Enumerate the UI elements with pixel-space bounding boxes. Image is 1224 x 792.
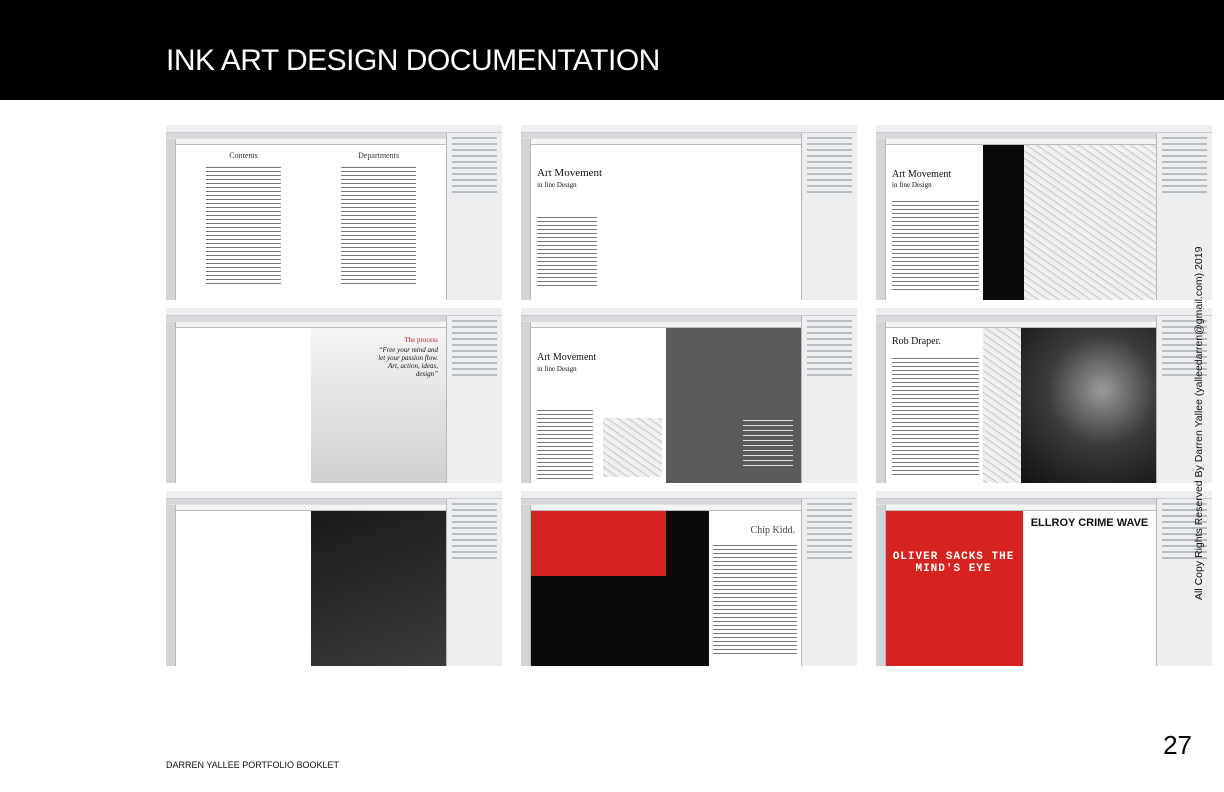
process-quote: “Free your mind and let your passion flow. Art, action, ideas, design” — [378, 346, 438, 378]
art-movement-heading: Art Movement — [537, 167, 603, 179]
header-bar — [0, 0, 1224, 100]
rob-draper-heading: Rob Draper. — [892, 336, 941, 347]
spread-screenshot-contents — [166, 125, 502, 300]
page-number: 27 — [1163, 730, 1192, 760]
spread-screenshot-lettering — [166, 491, 502, 666]
cover-title-right: ELLROY CRIME WAVE — [1030, 517, 1149, 529]
cover-title-left: OLIVER SACKS THE MIND'S EYE — [892, 551, 1015, 575]
spread-screenshot-tools: Art Movement in fine Design — [521, 308, 857, 483]
spread-screenshot-chip-kidd — [521, 491, 857, 666]
copyright-note: All Copy Rights Reserved By Darren Yallee (yalleedarren@gmail.com) 2019 — [1193, 246, 1205, 600]
footer-text: DARREN YALLEE PORTFOLIO BOOKLET — [166, 760, 340, 770]
chip-kidd-heading: Chip Kidd. — [750, 525, 795, 536]
spread-screenshot-origin: Art Movement in fine Design — [876, 125, 1212, 300]
departments-heading: Departments — [358, 151, 399, 160]
spread-screenshot-process: The process “Free your mind and let your passion flow. Art, action, ideas, design” — [166, 308, 502, 483]
spread-screenshot-rob-draper — [876, 308, 1212, 483]
page-title: INK ART DESIGN DOCUMENTATION — [166, 44, 660, 77]
contents-heading: Contents — [229, 151, 258, 160]
spread-screenshot-art-movement: Art Movement in fine Design — [521, 125, 857, 300]
spread-screenshot-book-covers — [876, 491, 1212, 666]
screenshot-grid — [166, 125, 1188, 665]
